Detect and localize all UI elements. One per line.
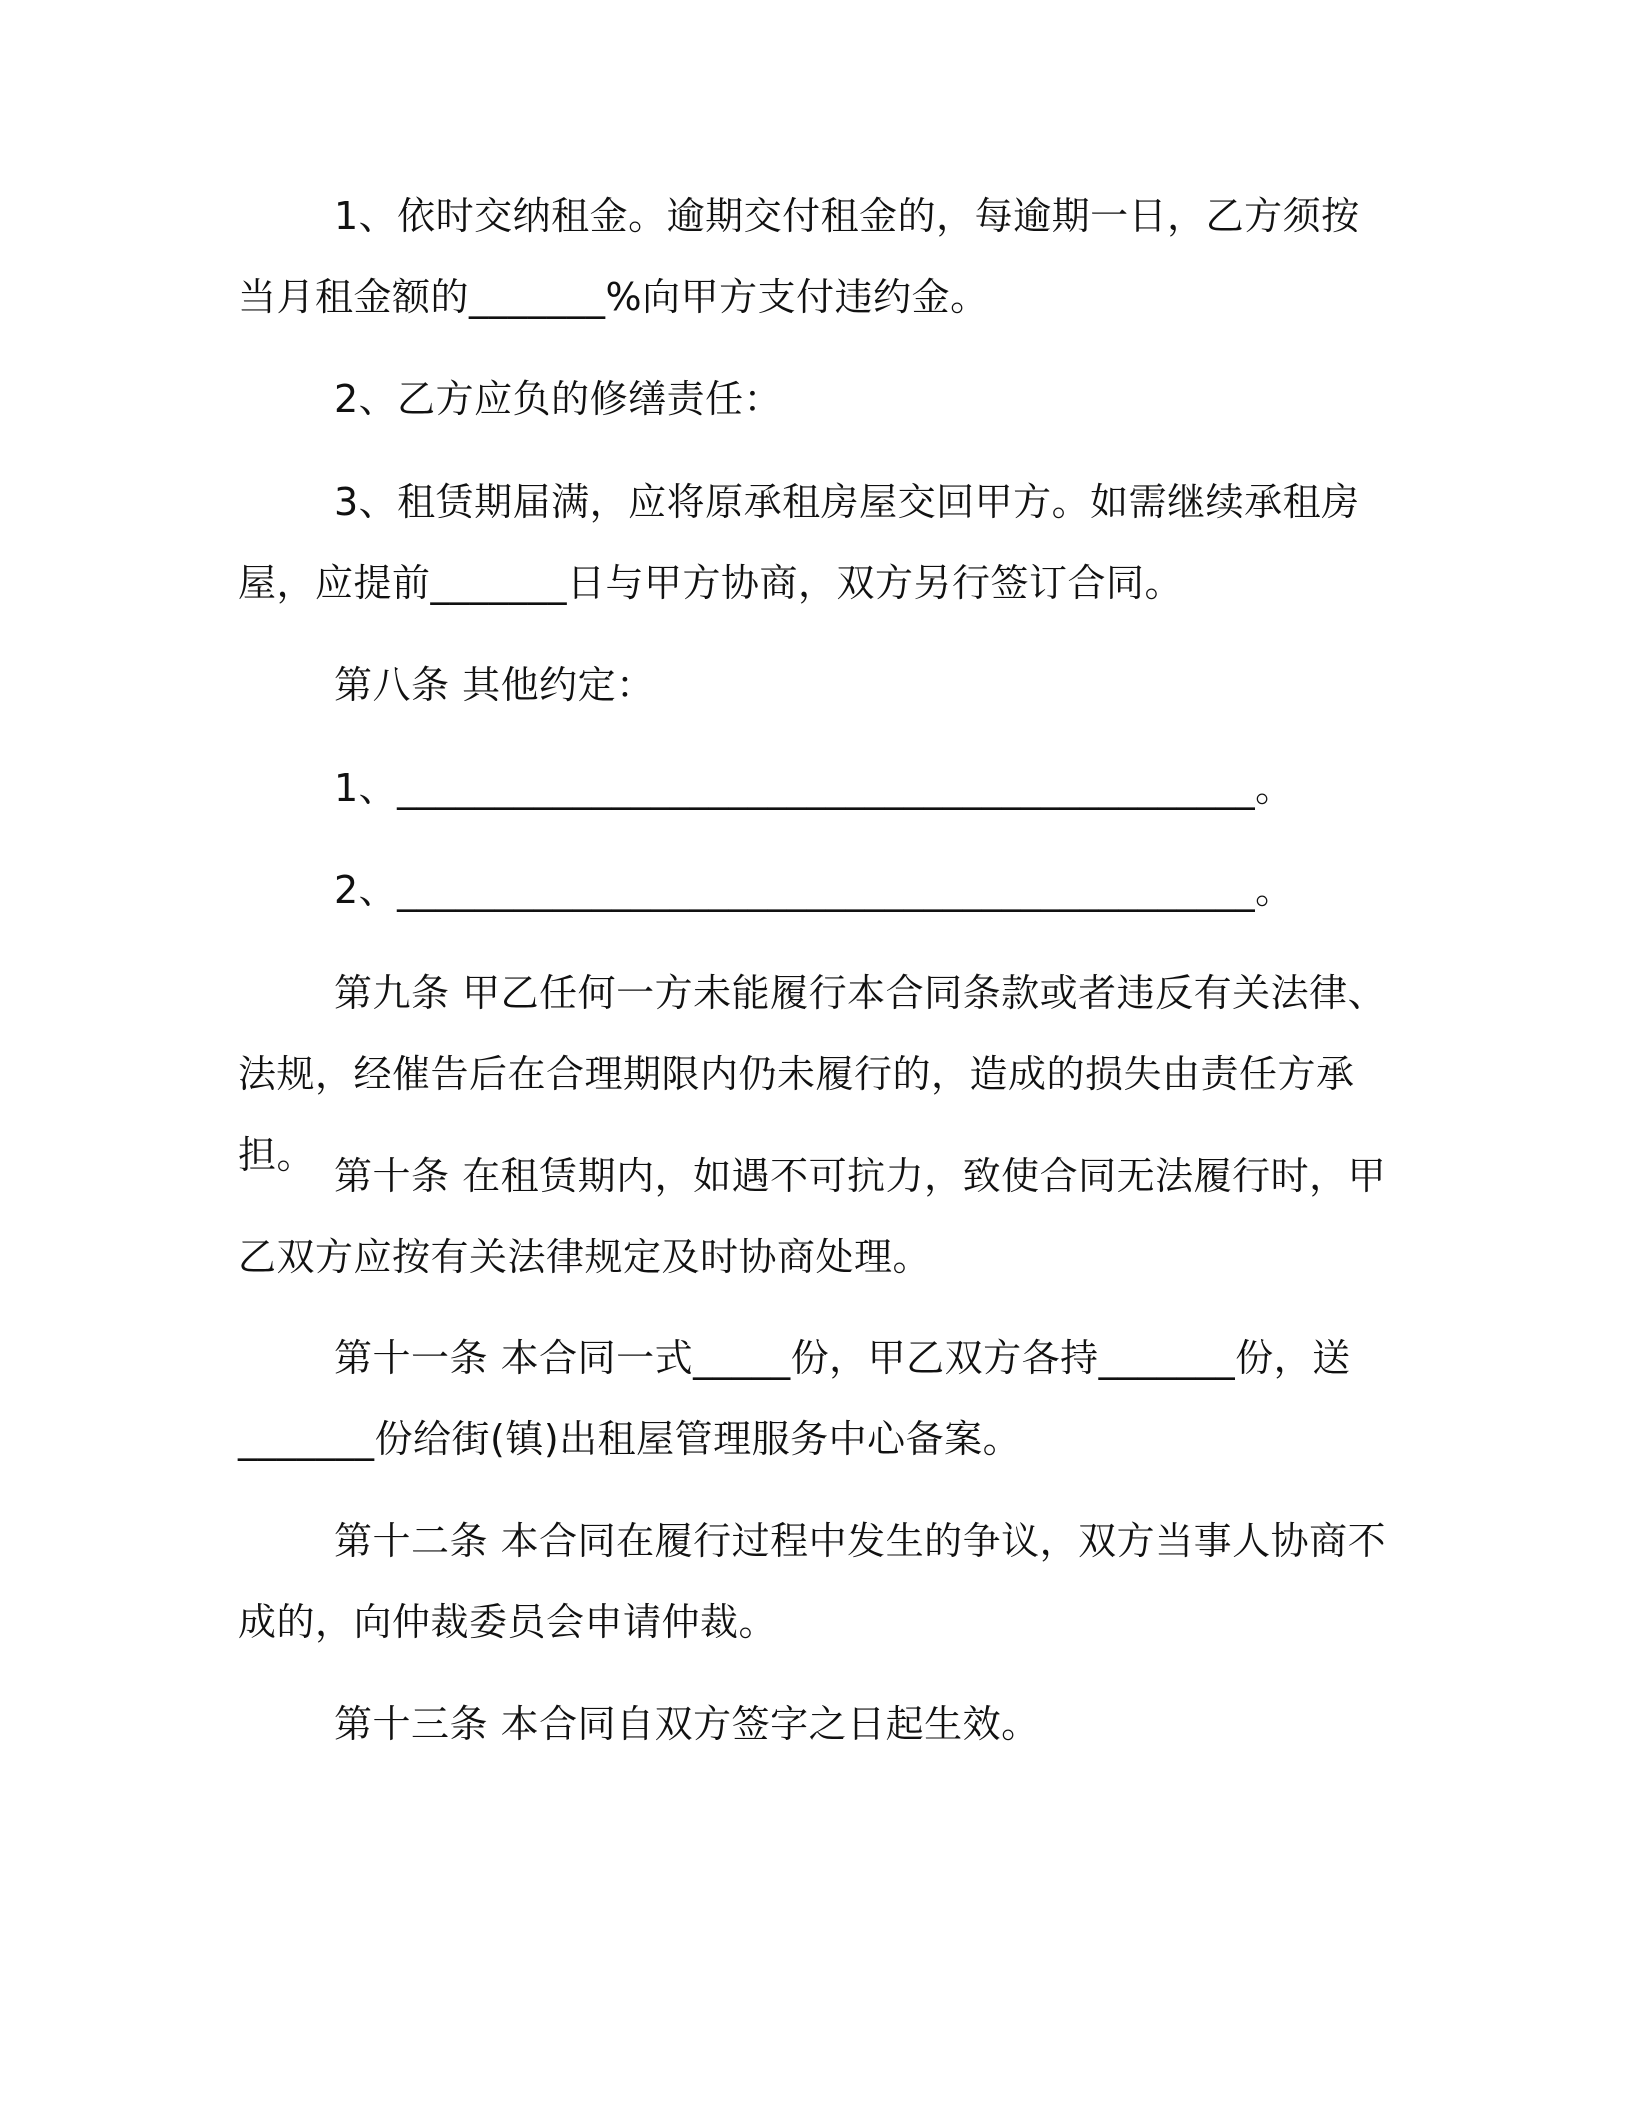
blank-line-item: 1、____________________________________________。 xyxy=(334,766,1294,810)
blank-line-item: 2、____________________________________________。 xyxy=(334,868,1294,912)
clause-paragraph: 1、依时交纳租金。逾期交付租金的，每逾期一日，乙方须按当月租金额的_______%向甲方支付违约金。 xyxy=(238,194,1360,319)
article-paragraph: 第十三条 本合同自双方签字之日起生效。 xyxy=(334,1702,1040,1746)
clause-paragraph: 3、租赁期届满，应将原承租房屋交回甲方。如需继续承租房屋，应提前_______日与甲方协商，双方另行签订合同。 xyxy=(238,480,1360,605)
clause-paragraph: 2、乙方应负的修缮责任： xyxy=(334,377,783,421)
article-paragraph: 第十一条 本合同一式_____份，甲乙双方各持_______份，送_______份给街(镇)出租屋管理服务中心备案。 xyxy=(238,1336,1351,1461)
article-heading: 第八条 其他约定： xyxy=(334,663,655,707)
article-paragraph: 第九条 甲乙任何一方未能履行本合同条款或者违反有关法律、法规，经催告后在合理期限内仍未履行的，造成的损失由责任方承担。 xyxy=(238,971,1387,1177)
article-paragraph: 第十二条 本合同在履行过程中发生的争议，双方当事人协商不成的，向仲裁委员会申请仲裁。 xyxy=(238,1519,1387,1644)
article-paragraph: 第十条 在租赁期内，如遇不可抗力，致使合同无法履行时，甲乙双方应按有关法律规定及时协商处理。 xyxy=(238,1154,1387,1279)
